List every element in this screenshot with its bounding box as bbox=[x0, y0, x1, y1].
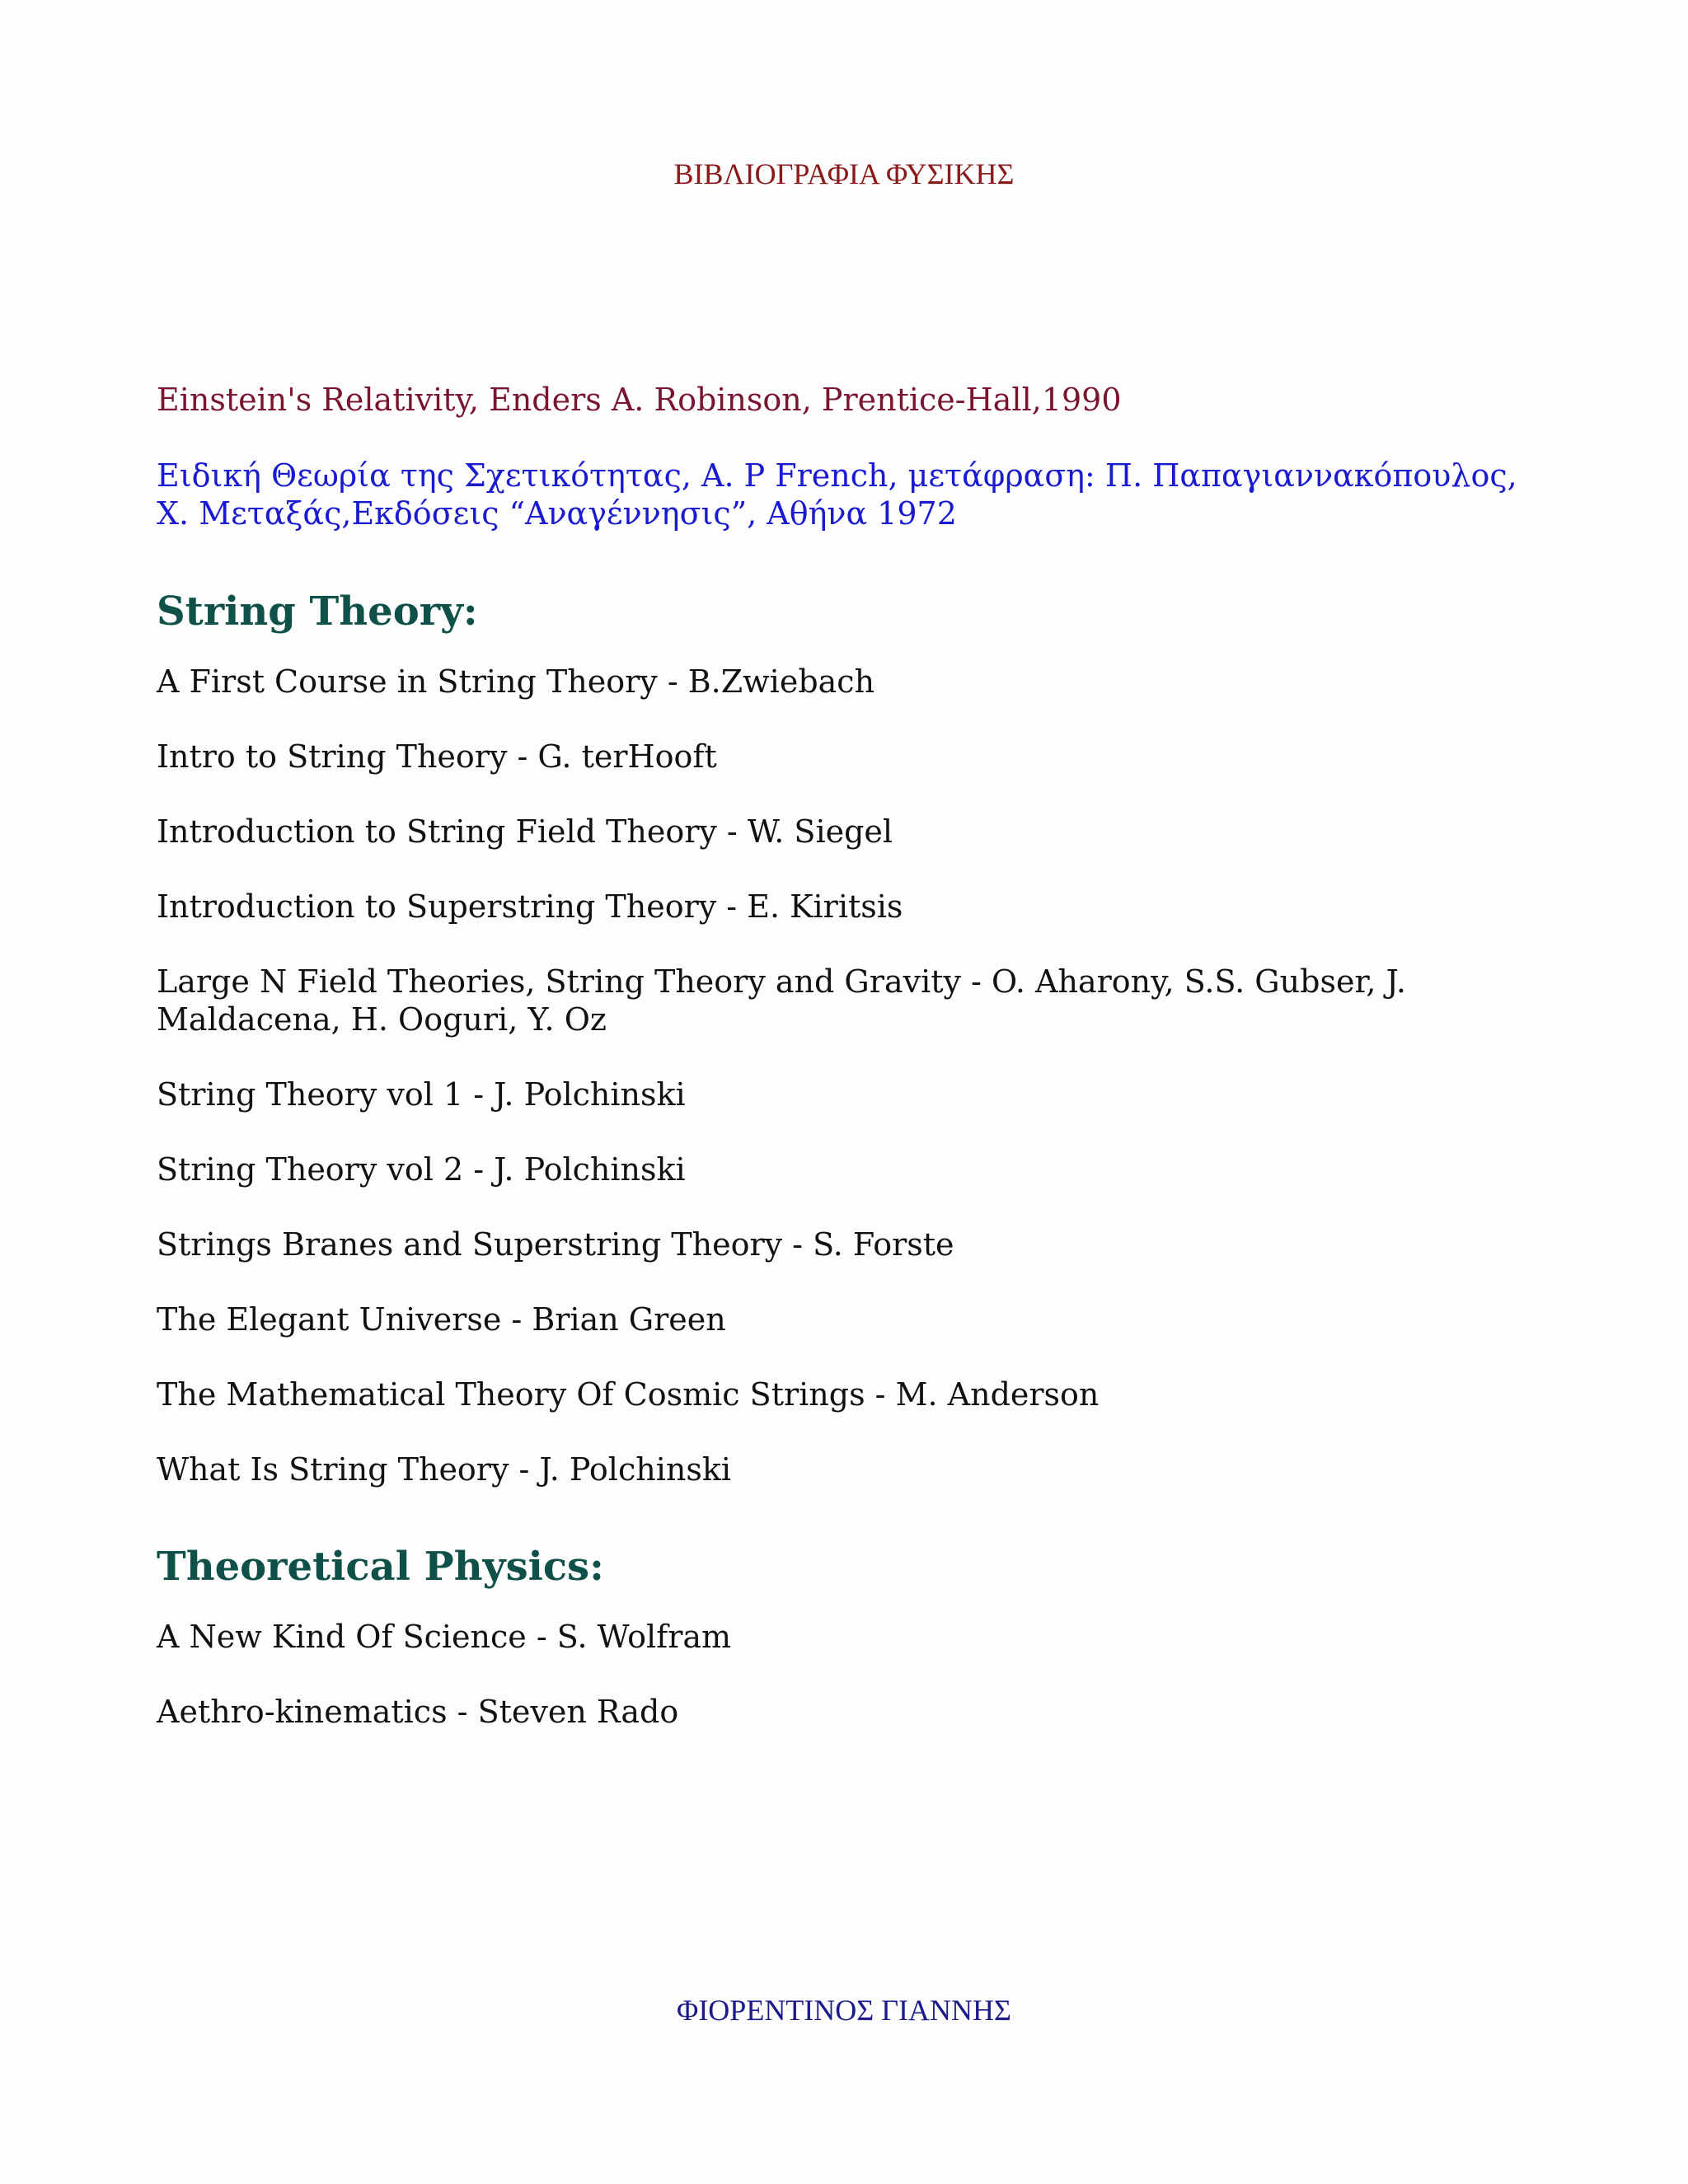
book-item: String Theory vol 1 - J. Polchinski bbox=[157, 1076, 686, 1113]
book-item: String Theory vol 2 - J. Polchinski bbox=[157, 1151, 686, 1188]
page-footer-author: ΦΙΟΡΕΝΤΙΝΟΣ ΓΙΑΝΝΗΣ bbox=[677, 1994, 1011, 2027]
book-item: Aethro-kinematics - Steven Rado bbox=[157, 1694, 679, 1730]
bibliography-content bbox=[157, 381, 1558, 1768]
book-item: The Mathematical Theory Of Cosmic Strings - M. Anderson bbox=[157, 1376, 1100, 1413]
book-item: What Is String Theory - J. Polchinski bbox=[157, 1451, 732, 1488]
book-item: A New Kind Of Science - S. Wolfram bbox=[157, 1619, 732, 1655]
reference-item: Einstein's Relativity, Enders A. Robinson, Prentice-Hall,1990 bbox=[157, 382, 1122, 418]
book-item: A First Course in String Theory - B.Zwiebach bbox=[157, 663, 875, 700]
spacer bbox=[157, 570, 1558, 587]
spacer bbox=[157, 1526, 1558, 1542]
book-item: Strings Branes and Superstring Theory - S. Forste bbox=[157, 1226, 954, 1263]
book-item: Intro to String Theory - G. terHooft bbox=[157, 738, 717, 775]
book-item: Large N Field Theories, String Theory and Gravity - O. Aharony, S.S. Gubser, J. Maldacena, H. Ooguri, Y. Oz bbox=[157, 963, 1406, 1038]
section-title-string-theory: String Theory: bbox=[157, 588, 478, 635]
section-title-theoretical-physics: Theoretical Physics: bbox=[157, 1544, 604, 1590]
page-header-title: ΒΙΒΛΙΟΓΡΑΦΙΑ ΦΥΣΙΚΗΣ bbox=[673, 157, 1015, 190]
book-item: Introduction to String Field Theory - W. Siegel bbox=[157, 813, 893, 850]
reference-item: Ειδική Θεωρία της Σχετικότητας, A. P French, μετάφραση: Π. Παπαγιαννακόπουλος, Χ. Μεταξάς,Εκδόσεις “Αναγέννησις”, Αθήνα 1972 bbox=[157, 457, 1517, 532]
book-item: The Elegant Universe - Brian Green bbox=[157, 1301, 726, 1338]
book-item: Introduction to Superstring Theory - E. Kiritsis bbox=[157, 888, 903, 925]
